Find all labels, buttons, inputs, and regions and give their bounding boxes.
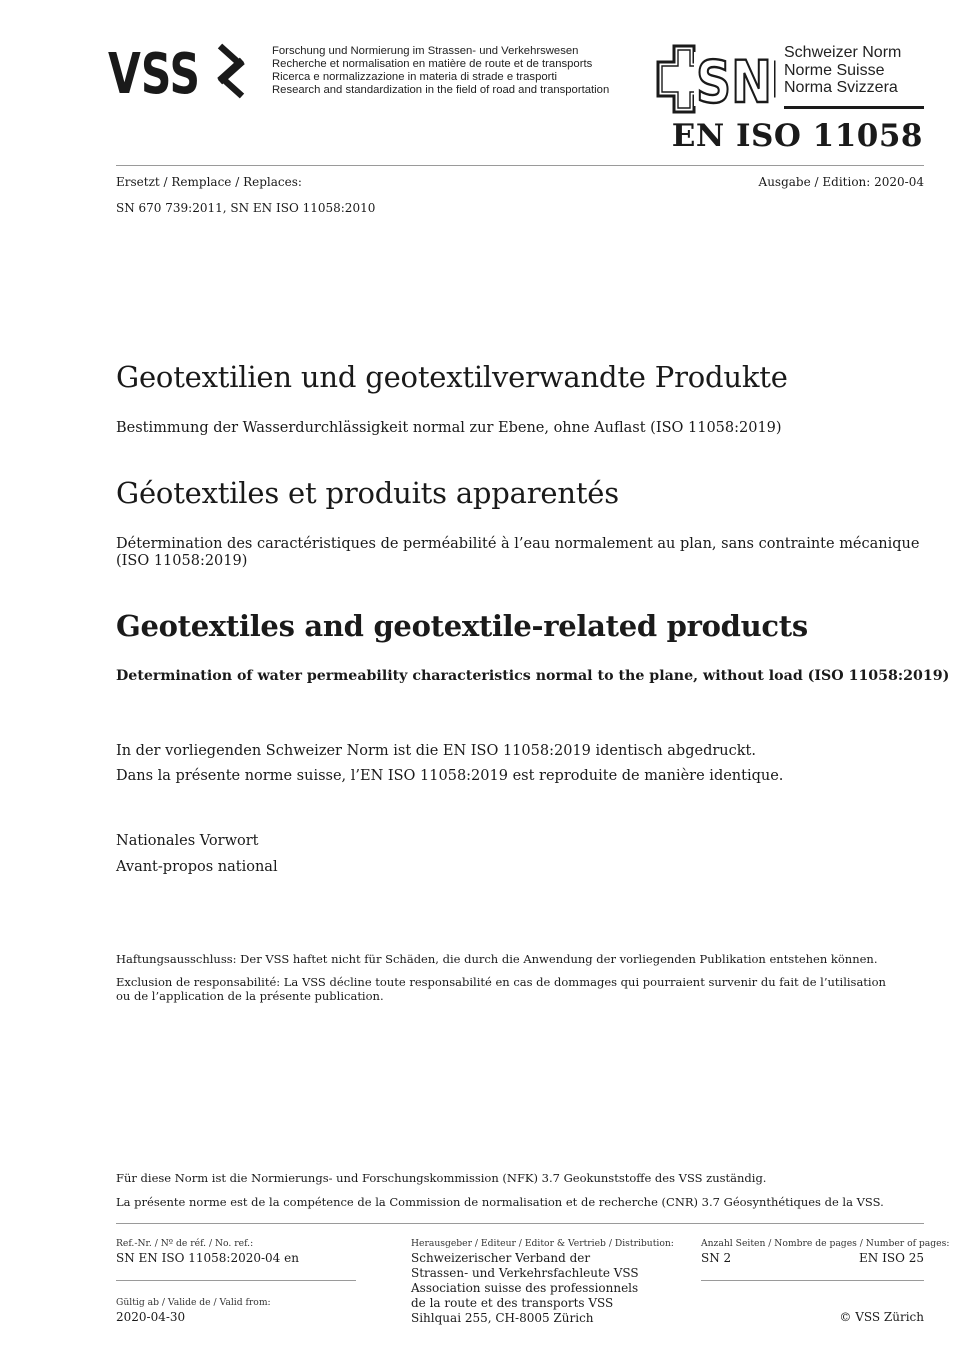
footer-left-divider (116, 1280, 356, 1281)
subtitle-en: Determination of water permeability characteristics normal to the plane, without load (ISO 11058:2019) (116, 668, 950, 684)
publisher-line: de la route et des transports VSS (411, 1296, 614, 1310)
sn-names (784, 44, 901, 97)
sn-name-fr: Norme Suisse (784, 61, 885, 79)
title-de: Geotextilien und geotextilverwandte Produkte (116, 360, 788, 394)
statement-de: In der vorliegenden Schweizer Norm ist die EN ISO 11058:2019 identisch abgedruckt. (116, 743, 756, 759)
disclaimer-de: Haftungsausschluss: Der VSS haftet nicht für Schäden, die durch die Anwendung der vorliegenden Publikation entstehen können. (116, 952, 878, 966)
title-fr: Géotextiles et produits apparentés (116, 476, 619, 510)
publisher-line: Sihlquai 255, CH-8005 Zürich (411, 1311, 594, 1325)
subtitle-fr-line-2: (ISO 11058:2019) (116, 553, 248, 569)
sn-name-de: Schweizer Norm (784, 44, 902, 61)
pages-en: EN ISO 25 (859, 1251, 924, 1265)
disclaimer-fr-line-2: ou de l’application de la présente publication. (116, 989, 384, 1003)
subtitle-de: Bestimmung der Wasserdurchlässigkeit normal zur Ebene, ohne Auflast (ISO 11058:2019) (116, 420, 782, 436)
vss-logo (108, 40, 268, 100)
valid-value: 2020-04-30 (116, 1310, 186, 1324)
subtitle-fr-line-1: Détermination des caractéristiques de perméabilité à l’eau normalement au plan, sans contrainte mécanique (116, 536, 920, 552)
replaces-label: Ersetzt / Remplace / Replaces: (116, 175, 302, 189)
edition: Ausgabe / Edition: 2020-04 (758, 175, 924, 189)
ref-label: Ref.-Nr. / Nº de réf. / No. ref.: (116, 1238, 254, 1249)
footer-divider (116, 1223, 924, 1224)
footer-right-divider (701, 1280, 924, 1281)
standard-number: EN ISO 11058 (671, 118, 923, 154)
replaces-value: SN 670 739:2011, SN EN ISO 11058:2010 (116, 201, 376, 215)
vss-tagline-line: Recherche et normalisation en matière de route et de transports (272, 58, 593, 70)
sn-logo (656, 44, 780, 114)
statement-fr: Dans la présente norme suisse, l’EN ISO 11058:2019 est reproduite de manière identique. (116, 768, 784, 784)
pages-sn: SN 2 (701, 1251, 732, 1265)
valid-label: Gültig ab / Valide de / Valid from: (116, 1297, 271, 1308)
vss-tagline-line: Forschung und Normierung im Strassen- und Verkehrswesen (272, 45, 579, 57)
vss-tagline-line: Ricerca e normalizzazione in materia di strade e trasporti (272, 71, 558, 83)
competence-fr: La présente norme est de la compétence de la Commission de normalisation et de recherche (CNR) 3.7 Géosynthétiques de la VSS. (116, 1195, 884, 1209)
foreword-fr: Avant-propos national (116, 859, 278, 875)
sn-logo-text: SN (696, 48, 772, 114)
publisher-address (411, 1251, 639, 1326)
vss-tagline (272, 45, 609, 97)
ref-value: SN EN ISO 11058:2020-04 en (116, 1251, 299, 1265)
sn-underline (784, 106, 924, 109)
competence-de: Für diese Norm ist die Normierungs- und Forschungskommission (NFK) 3.7 Geokunststoffe des VSS zuständig. (116, 1171, 767, 1185)
vss-logo-text: VSS (108, 42, 200, 100)
publisher-line: Schweizerischer Verband der (411, 1251, 591, 1265)
sn-name-it: Norma Svizzera (784, 79, 898, 96)
foreword-de: Nationales Vorwort (116, 833, 259, 849)
copyright: © VSS Zürich (839, 1310, 924, 1324)
header-divider (116, 165, 924, 166)
title-en: Geotextiles and geotextile-related products (116, 609, 808, 643)
publisher-line: Association suisse des professionnels (411, 1281, 639, 1295)
pages-label: Anzahl Seiten / Nombre de pages / Number of pages: (701, 1238, 950, 1249)
disclaimer-fr-line-1: Exclusion de responsabilité: La VSS décline toute responsabilité en cas de dommages qui pourraient survenir du fait de l’utilisation (116, 975, 886, 989)
publisher-label: Herausgeber / Editeur / Editor & Vertrieb / Distribution: (411, 1238, 674, 1249)
vss-tagline-line: Research and standardization in the field of road and transportation (272, 84, 610, 96)
publisher-line: Strassen- und Verkehrsfachleute VSS (411, 1266, 639, 1280)
